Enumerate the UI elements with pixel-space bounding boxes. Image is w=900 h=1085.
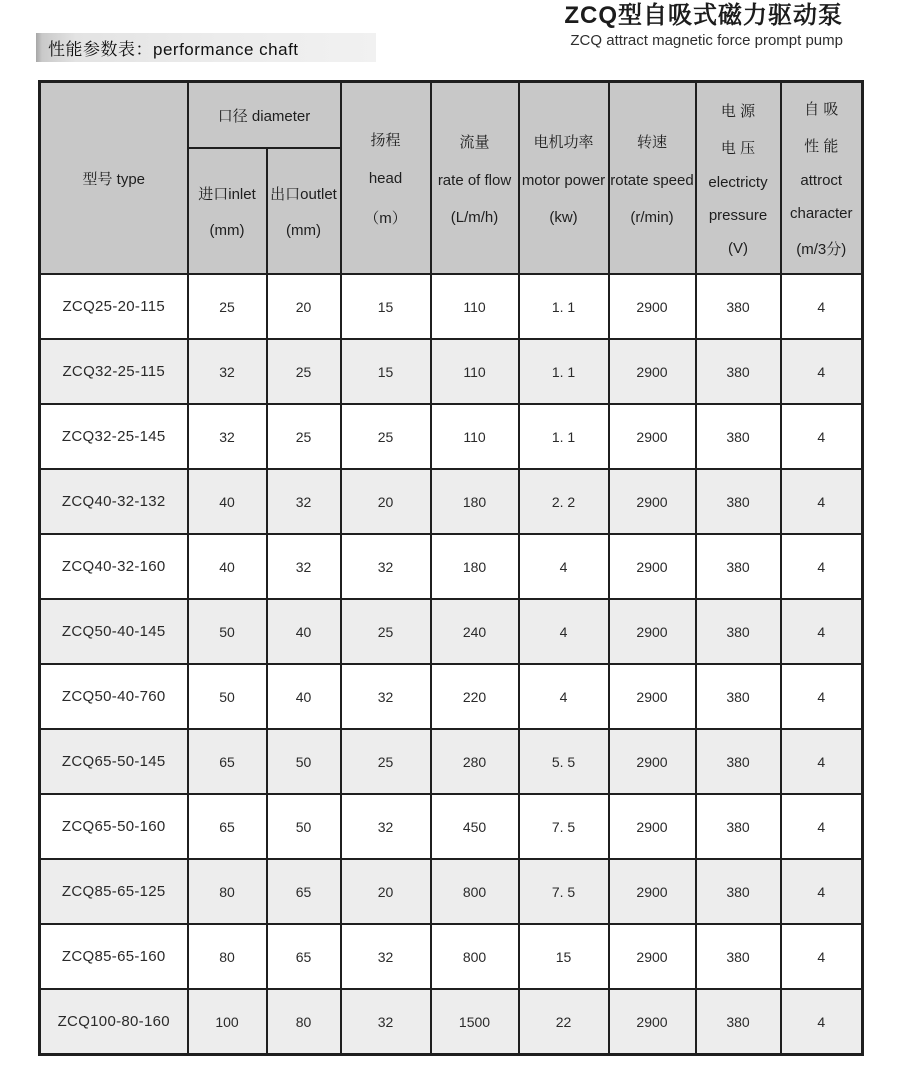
cell-motor: 22 xyxy=(519,989,609,1055)
cell-speed: 2900 xyxy=(609,729,696,794)
section-label: 性能参数表：performance chaft xyxy=(48,40,299,59)
cell-motor: 15 xyxy=(519,924,609,989)
cell-attract: 4 xyxy=(781,469,863,534)
cell-head: 20 xyxy=(341,859,431,924)
cell-inlet: 25 xyxy=(188,274,267,339)
cell-inlet: 50 xyxy=(188,664,267,729)
cell-head: 32 xyxy=(341,534,431,599)
col-header-attract-line: (m/3分) xyxy=(796,240,847,258)
cell-model: ZCQ50-40-760 xyxy=(40,664,188,729)
cell-head: 25 xyxy=(341,599,431,664)
cell-motor: 5. 5 xyxy=(519,729,609,794)
col-header-motor-line: (kw) xyxy=(549,208,578,226)
cell-inlet: 65 xyxy=(188,794,267,859)
cell-head: 25 xyxy=(341,729,431,794)
cell-model: ZCQ40-32-160 xyxy=(40,534,188,599)
cell-inlet: 50 xyxy=(188,599,267,664)
col-header-voltage-line: (V) xyxy=(728,239,748,257)
cell-voltage: 380 xyxy=(696,469,781,534)
cell-attract: 4 xyxy=(781,404,863,469)
cell-head: 32 xyxy=(341,794,431,859)
table-body xyxy=(40,274,863,1055)
cell-flow: 800 xyxy=(431,924,519,989)
cell-inlet: 80 xyxy=(188,924,267,989)
col-header-inlet-line: 进口inlet xyxy=(198,186,256,203)
cell-voltage: 380 xyxy=(696,534,781,599)
cell-attract: 4 xyxy=(781,989,863,1055)
cell-inlet: 32 xyxy=(188,339,267,404)
cell-model: ZCQ85-65-160 xyxy=(40,924,188,989)
cell-voltage: 380 xyxy=(696,729,781,794)
cell-model: ZCQ100-80-160 xyxy=(40,989,188,1055)
col-header-speed-line: (r/min) xyxy=(630,208,674,226)
table-row xyxy=(40,924,863,989)
col-header-diameter-group xyxy=(188,82,341,149)
cell-motor: 2. 2 xyxy=(519,469,609,534)
cell-attract: 4 xyxy=(781,664,863,729)
cell-model: ZCQ32-25-145 xyxy=(40,404,188,469)
col-header-motor-line: 电机功率 xyxy=(533,133,594,151)
cell-flow: 450 xyxy=(431,794,519,859)
cell-head: 32 xyxy=(341,989,431,1055)
table-row xyxy=(40,404,863,469)
cell-flow: 110 xyxy=(431,339,519,404)
cell-head: 32 xyxy=(341,664,431,729)
cell-head: 20 xyxy=(341,469,431,534)
cell-attract: 4 xyxy=(781,534,863,599)
col-header-flow xyxy=(431,82,519,275)
cell-outlet: 40 xyxy=(267,664,341,729)
cell-flow: 180 xyxy=(431,534,519,599)
col-header-attract-line: character xyxy=(789,204,853,222)
cell-inlet: 100 xyxy=(188,989,267,1055)
col-header-outlet-line: (mm) xyxy=(286,222,321,239)
cell-flow: 110 xyxy=(431,274,519,339)
col-header-model xyxy=(40,82,188,275)
cell-voltage: 380 xyxy=(696,794,781,859)
cell-voltage: 380 xyxy=(696,339,781,404)
cell-model: ZCQ40-32-132 xyxy=(40,469,188,534)
cell-motor: 7. 5 xyxy=(519,859,609,924)
cell-voltage: 380 xyxy=(696,274,781,339)
page-titles xyxy=(564,1,843,50)
cell-voltage: 380 xyxy=(696,924,781,989)
cell-voltage: 380 xyxy=(696,404,781,469)
col-header-voltage-line: pressure xyxy=(708,206,768,224)
cell-motor: 1. 1 xyxy=(519,274,609,339)
col-header-inlet-line: (mm) xyxy=(209,222,245,239)
col-header-head-line: （m） xyxy=(364,209,407,227)
cell-motor: 4 xyxy=(519,599,609,664)
table-row xyxy=(40,274,863,339)
cell-motor: 4 xyxy=(519,664,609,729)
cell-attract: 4 xyxy=(781,339,863,404)
cell-voltage: 380 xyxy=(696,599,781,664)
col-header-voltage-line: 电 压 xyxy=(720,139,756,157)
cell-outlet: 50 xyxy=(267,794,341,859)
cell-speed: 2900 xyxy=(609,599,696,664)
col-header-head-line: head xyxy=(368,169,403,187)
table-header xyxy=(40,82,863,275)
table-row xyxy=(40,469,863,534)
col-header-flow-line: (L/m/h) xyxy=(450,208,499,226)
cell-outlet: 32 xyxy=(267,534,341,599)
cell-inlet: 40 xyxy=(188,534,267,599)
cell-model: ZCQ32-25-115 xyxy=(40,339,188,404)
col-header-attract-line: attroct xyxy=(800,171,843,189)
col-header-voltage-line: electricty xyxy=(708,173,768,191)
cell-outlet: 32 xyxy=(267,469,341,534)
table-row xyxy=(40,664,863,729)
col-header-speed xyxy=(609,82,696,275)
cell-speed: 2900 xyxy=(609,339,696,404)
table-row xyxy=(40,989,863,1055)
cell-flow: 220 xyxy=(431,664,519,729)
col-header-attract xyxy=(781,82,863,275)
page-title-cn: ZCQ型自吸式磁力驱动泵 xyxy=(564,2,843,29)
cell-model: ZCQ50-40-145 xyxy=(40,599,188,664)
cell-head: 25 xyxy=(341,404,431,469)
col-header-speed-line: 转速 xyxy=(636,133,667,151)
cell-speed: 2900 xyxy=(609,274,696,339)
table-row xyxy=(40,599,863,664)
col-header-speed-line: rotate speed xyxy=(610,171,694,189)
cell-flow: 800 xyxy=(431,859,519,924)
cell-voltage: 380 xyxy=(696,859,781,924)
cell-flow: 1500 xyxy=(431,989,519,1055)
cell-head: 32 xyxy=(341,924,431,989)
cell-speed: 2900 xyxy=(609,404,696,469)
cell-voltage: 380 xyxy=(696,989,781,1055)
cell-motor: 1. 1 xyxy=(519,404,609,469)
cell-speed: 2900 xyxy=(609,794,696,859)
col-header-outlet xyxy=(267,148,341,274)
cell-motor: 4 xyxy=(519,534,609,599)
col-header-head xyxy=(341,82,431,275)
col-header-motor xyxy=(519,82,609,275)
cell-model: ZCQ85-65-125 xyxy=(40,859,188,924)
cell-outlet: 40 xyxy=(267,599,341,664)
col-header-outlet-line: 出口outlet xyxy=(270,186,337,203)
cell-head: 15 xyxy=(341,274,431,339)
col-header-motor-line: motor power xyxy=(521,171,606,189)
spec-table-wrap xyxy=(38,80,864,1056)
table-row xyxy=(40,859,863,924)
col-header-voltage xyxy=(696,82,781,275)
cell-speed: 2900 xyxy=(609,664,696,729)
col-header-attract-line: 自 吸 xyxy=(804,100,839,118)
cell-speed: 2900 xyxy=(609,924,696,989)
cell-speed: 2900 xyxy=(609,469,696,534)
col-header-flow-line: rate of flow xyxy=(437,171,512,189)
page-title-en: ZCQ attract magnetic force prompt pump xyxy=(570,32,843,49)
cell-speed: 2900 xyxy=(609,534,696,599)
cell-motor: 7. 5 xyxy=(519,794,609,859)
cell-flow: 180 xyxy=(431,469,519,534)
cell-head: 15 xyxy=(341,339,431,404)
table-row xyxy=(40,534,863,599)
table-row xyxy=(40,794,863,859)
cell-inlet: 65 xyxy=(188,729,267,794)
cell-speed: 2900 xyxy=(609,989,696,1055)
col-header-inlet xyxy=(188,148,267,274)
cell-inlet: 40 xyxy=(188,469,267,534)
cell-outlet: 65 xyxy=(267,859,341,924)
col-header-diameter-label: 口径 diameter xyxy=(217,107,311,125)
cell-attract: 4 xyxy=(781,859,863,924)
col-header-flow-line: 流量 xyxy=(459,133,490,151)
cell-model: ZCQ25-20-115 xyxy=(40,274,188,339)
cell-inlet: 80 xyxy=(188,859,267,924)
spec-table xyxy=(38,80,864,1056)
col-header-voltage-line: 电 源 xyxy=(720,102,756,120)
cell-attract: 4 xyxy=(781,924,863,989)
cell-inlet: 32 xyxy=(188,404,267,469)
cell-motor: 1. 1 xyxy=(519,339,609,404)
cell-outlet: 65 xyxy=(267,924,341,989)
cell-model: ZCQ65-50-160 xyxy=(40,794,188,859)
cell-voltage: 380 xyxy=(696,664,781,729)
cell-speed: 2900 xyxy=(609,859,696,924)
cell-attract: 4 xyxy=(781,274,863,339)
table-row xyxy=(40,729,863,794)
cell-outlet: 25 xyxy=(267,404,341,469)
cell-attract: 4 xyxy=(781,729,863,794)
cell-outlet: 25 xyxy=(267,339,341,404)
col-header-head-line: 扬程 xyxy=(370,131,401,149)
col-header-model-label: 型号 type xyxy=(82,170,146,188)
cell-flow: 240 xyxy=(431,599,519,664)
cell-flow: 280 xyxy=(431,729,519,794)
table-row xyxy=(40,339,863,404)
cell-attract: 4 xyxy=(781,794,863,859)
cell-model: ZCQ65-50-145 xyxy=(40,729,188,794)
cell-attract: 4 xyxy=(781,599,863,664)
cell-flow: 110 xyxy=(431,404,519,469)
section-bar xyxy=(36,33,376,62)
cell-outlet: 20 xyxy=(267,274,341,339)
cell-outlet: 80 xyxy=(267,989,341,1055)
cell-outlet: 50 xyxy=(267,729,341,794)
col-header-attract-line: 性 能 xyxy=(804,137,839,155)
